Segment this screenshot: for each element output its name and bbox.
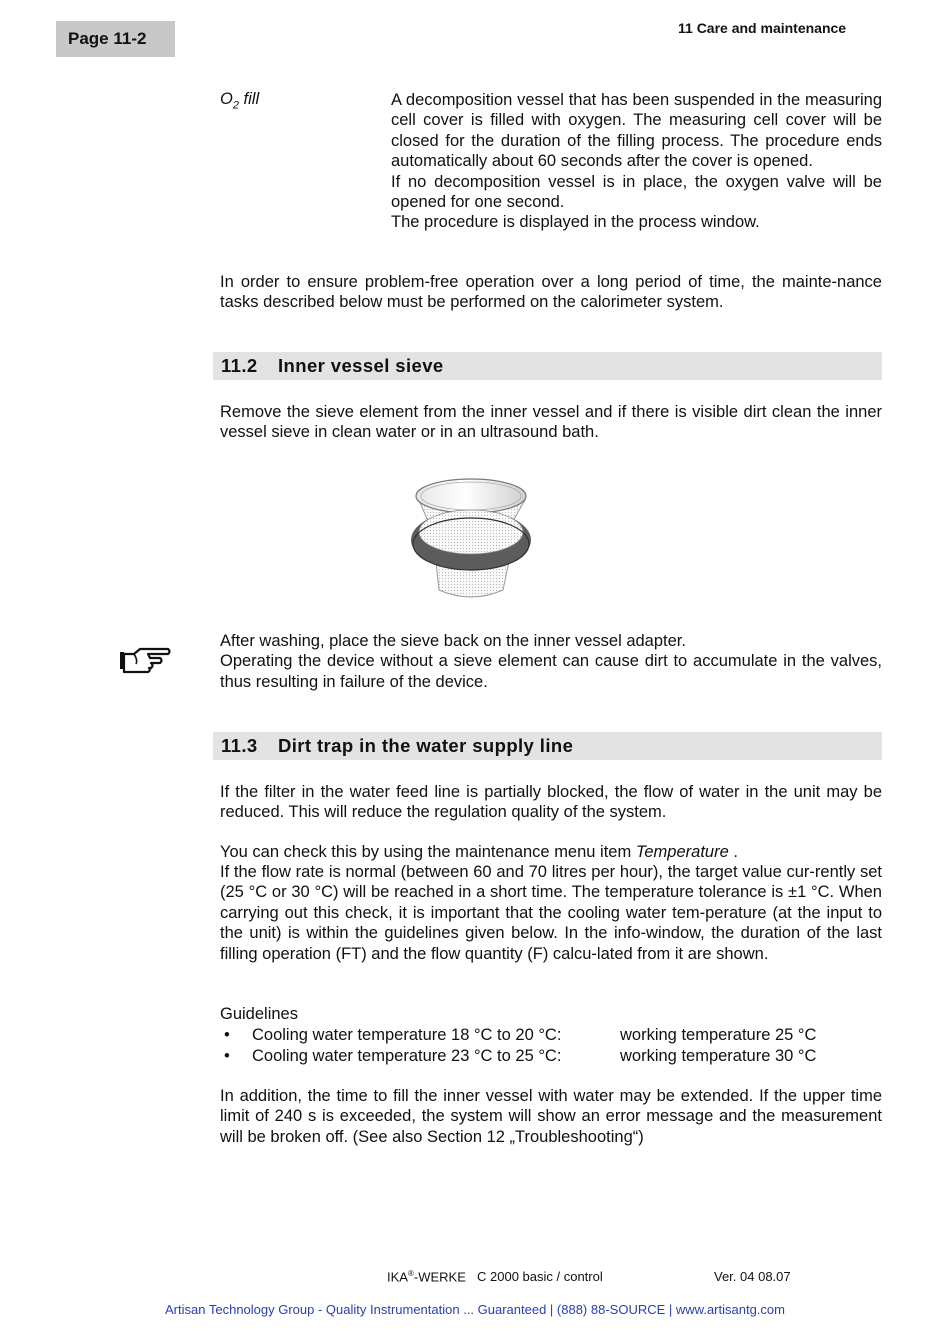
intro-paragraph: In order to ensure problem-free operation over a long period of time, the mainte-nance tasks described below must be performed on the calorimeter system.	[220, 273, 882, 312]
definition-line: The procedure is displayed in the process window.	[391, 213, 760, 232]
guideline-item	[220, 1025, 882, 1046]
note-line: Operating the device without a sieve element can cause dirt to accumulate in the valves, thus resulting in failure of the device.	[220, 652, 882, 691]
footer-product: C 2000 basic / control	[477, 1269, 603, 1284]
term-fill: fill	[238, 90, 260, 108]
o2-fill-definition	[391, 90, 882, 233]
pointing-hand-icon	[118, 645, 174, 677]
section-title: Dirt trap in the water supply line	[278, 735, 574, 756]
section-number: 11.3	[221, 735, 258, 756]
section-heading-11-3	[213, 732, 882, 760]
menu-item-name: Temperature	[635, 843, 729, 861]
section-title: Inner vessel sieve	[278, 355, 444, 376]
dirt-trap-paragraph-3: If the flow rate is normal (between 60 and 70 litres per hour), the target value cur-rently set (25 °C or 30 °C) will be reached in a short time. The temperature tolerance is ±1 °C. When carrying out this check, it is important that the cooling water tem-perature (at the input to the unit) is within the guidelines given below. In the info-window, the duration of the last filling operation (FT) and the flow quantity (F) calcu-lated from it are shown.	[220, 863, 882, 963]
guideline-item	[220, 1046, 882, 1067]
guideline-result: working temperature 30 °C	[620, 1047, 817, 1065]
registered-mark: ®	[407, 1269, 414, 1278]
chapter-running-head: 11 Care and maintenance	[678, 20, 847, 36]
page-number-label: Page 11-2	[56, 21, 175, 57]
o2-fill-term	[220, 90, 259, 111]
term-o: O	[220, 90, 233, 108]
sieve-note	[220, 631, 882, 692]
brand-suffix: -WERKE	[413, 1269, 466, 1285]
sieve-element-illustration	[405, 472, 537, 604]
bullet: •	[224, 1047, 230, 1065]
note-line: After washing, place the sieve back on the inner vessel adapter.	[220, 632, 686, 650]
footer-version: Ver. 04 08.07	[714, 1269, 791, 1284]
guideline-result: working temperature 25 °C	[620, 1026, 817, 1044]
para-text: You can check this by using the maintenance menu item	[220, 843, 636, 861]
bullet: •	[224, 1026, 230, 1044]
definition-line: If no decomposition vessel is in place, the oxygen valve will be opened for one second.	[391, 172, 882, 212]
dirt-trap-paragraph-4: In addition, the time to fill the inner vessel with water may be extended. If the upper time limit of 240 s is exceeded, the system will show an error message and the measurement will be broken off. (See also Section 12 „Troubleshooting“)	[220, 1087, 882, 1146]
para-text: .	[728, 843, 738, 861]
sieve-instructions: Remove the sieve element from the inner vessel and if there is visible dirt clean the inner vessel sieve in clean water or in an ultrasound bath.	[220, 403, 882, 442]
section-heading-11-2	[213, 352, 882, 380]
definition-line: A decomposition vessel that has been suspended in the measuring cell cover is filled with oxygen. The measuring cell cover will be closed for the duration of the filling process. The procedure ends automatically about 60 seconds after the cover is opened.	[391, 91, 882, 171]
footer-brand	[387, 1269, 466, 1284]
guideline-condition: Cooling water temperature 18 °C to 20 °C:	[252, 1026, 562, 1044]
term-subscript: 2	[232, 99, 239, 112]
brand-name: IKA	[387, 1269, 408, 1285]
dirt-trap-paragraph-2	[220, 842, 882, 862]
guidelines-label: Guidelines	[220, 1005, 298, 1023]
artisan-banner-link[interactable]: Artisan Technology Group - Quality Instrumentation ... Guaranteed | (888) 88-SOURCE | www.artisantg.com	[165, 1302, 785, 1317]
dirt-trap-paragraph-1: If the filter in the water feed line is partially blocked, the flow of water in the unit may be reduced. This will reduce the regulation quality of the system.	[220, 783, 882, 822]
guideline-condition: Cooling water temperature 23 °C to 25 °C:	[252, 1047, 562, 1065]
section-number: 11.2	[221, 355, 258, 376]
